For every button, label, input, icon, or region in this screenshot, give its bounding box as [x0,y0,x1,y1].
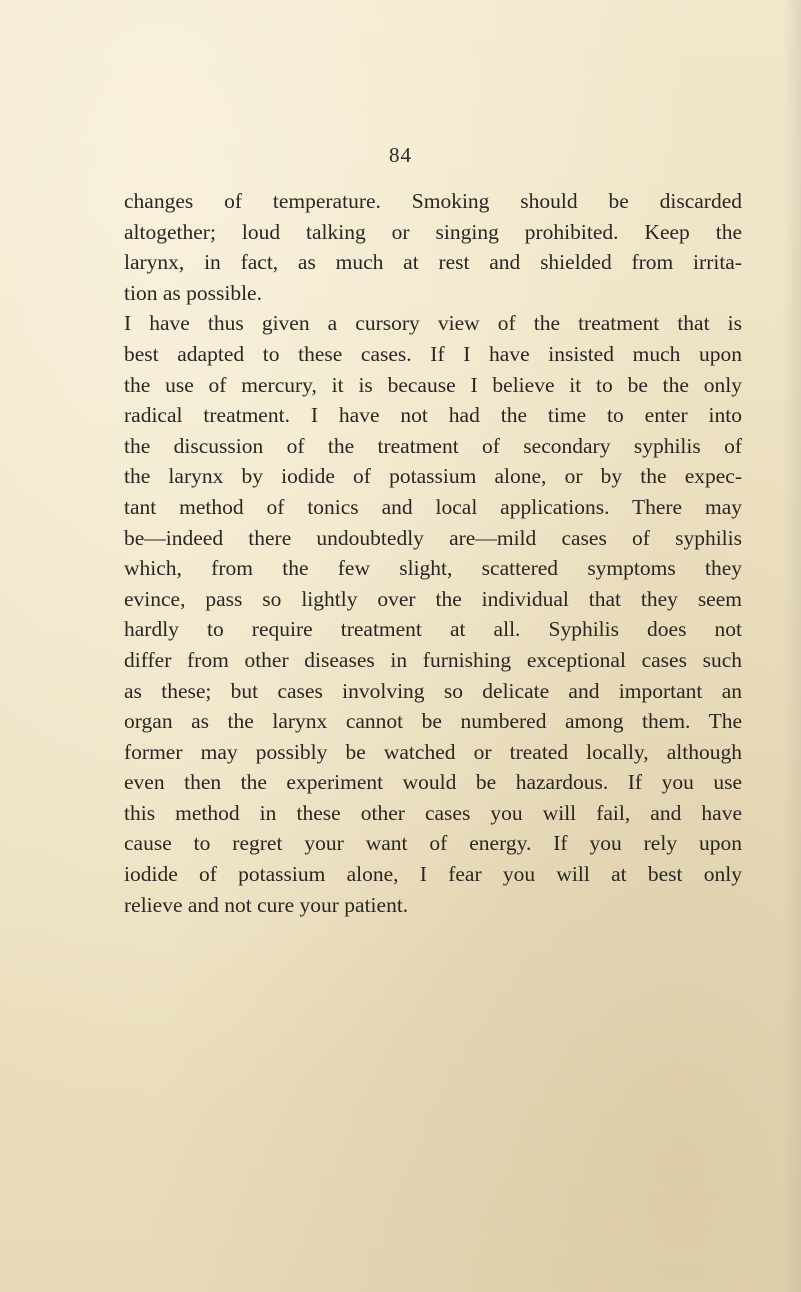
text-line: which, from the few slight, scattered symptoms they [124,556,742,581]
page-number: 84 [389,143,412,167]
text-line: this method in these other cases you will fail, and have [124,800,742,825]
text-line: best adapted to these cases. If I have insisted much upon [124,341,742,366]
text-line: radical treatment. I have not had the time to enter into [124,403,742,428]
text-line: I have thus given a cursory view of the treatment that is [124,311,742,336]
paragraph-1 [124,186,742,308]
text-line: changes of temperature. Smoking should be discarded [124,189,742,213]
text-line: be—indeed there undoubtedly are—mild cases of syphilis [124,525,742,550]
text-line: larynx, in fact, as much at rest and shielded from irrita- [124,250,742,275]
text-line: tion as possible. [124,280,262,305]
text-line: the discussion of the treatment of secondary syphilis of [124,433,742,458]
text-line: organ as the larynx cannot be numbered among them. The [124,709,742,734]
text-line: evince, pass so lightly over the individual that they seem [124,586,742,611]
text-line: differ from other diseases in furnishing exceptional cases such [124,647,742,672]
text-line: relieve and not cure your patient. [124,892,409,917]
text-line: as these; but cases involving so delicate and important an [124,678,742,703]
text-line: former may possibly be watched or treated locally, although [124,739,742,764]
body-text [124,186,742,920]
text-line: the use of mercury, it is because I believe it to be the only [124,372,742,397]
text-line: the larynx by iodide of potassium alone, or by the expec- [124,464,742,489]
text-line: altogether; loud talking or singing prohibited. Keep the [124,219,742,244]
text-line: iodide of potassium alone, I fear you will at best only [124,862,742,887]
text-line: cause to regret your want of energy. If you rely upon [124,831,742,856]
page-edge-shadow [783,0,801,1292]
text-line: hardly to require treatment at all. Syphilis does not [124,617,742,642]
text-line: tant method of tonics and local applications. There may [124,494,742,519]
text-line: even then the experiment would be hazardous. If you use [124,770,742,795]
paragraph-2 [124,308,742,920]
